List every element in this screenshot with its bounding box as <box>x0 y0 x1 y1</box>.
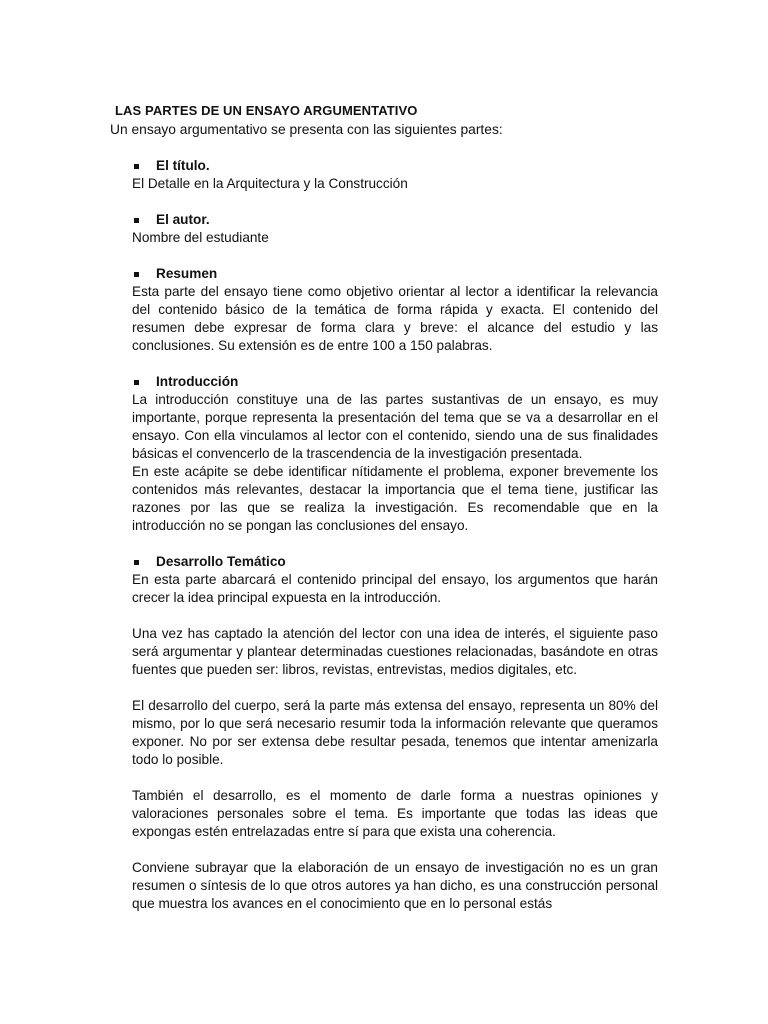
desarrollo-paragraph: En esta parte abarcará el contenido principal del ensayo, los argumentos que harán crecer la idea principal expuesta en la introducción. <box>132 572 658 605</box>
section-heading-titulo: El título. <box>156 158 210 173</box>
square-bullet-icon <box>134 380 139 385</box>
desarrollo-paragraph: El desarrollo del cuerpo, será la parte más extensa del ensayo, representa un 80% del mismo, por lo que será necesario resumir toda la información relevante que queramos exponer. No por ser extensa debe resultar pesada, tenemos que intentar amenizarla todo lo posible. <box>132 698 658 767</box>
square-bullet-icon <box>134 218 139 223</box>
desarrollo-paragraph: Una vez has captado la atención del lector con una idea de interés, el siguiente paso será argumentar y plantear determinadas cuestiones relacionadas, basándote en otras fuentes que pueden ser: libros, revistas, entrevistas, medios digitales, etc. <box>132 626 658 677</box>
section-desarrollo <box>132 553 658 913</box>
desarrollo-paragraph: También el desarrollo, es el momento de darle forma a nuestras opiniones y valoraciones personales sobre el tema. Es importante que todas las ideas que expongas estén entrelazadas entre sí para que exista una coherencia. <box>132 788 658 839</box>
section-heading-desarrollo: Desarrollo Temático <box>156 554 286 569</box>
section-heading-resumen: Resumen <box>156 266 218 281</box>
section-resumen <box>132 265 658 355</box>
section-titulo <box>132 157 658 193</box>
section-heading-introduccion: Introducción <box>156 374 239 389</box>
square-bullet-icon <box>134 560 139 565</box>
section-text-introduccion-2: En este acápite se debe identificar nítidamente el problema, exponer brevemente los contenidos más relevantes, destacar la importancia que el tema tiene, justificar las razones por las que se realiza la investigación. Es recomendable que en la introducción no se pongan las conclusiones del ensayo. <box>132 464 658 533</box>
square-bullet-icon <box>134 164 139 169</box>
document-body <box>132 157 658 931</box>
document-title: LAS PARTES DE UN ENSAYO ARGUMENTATIVO <box>115 103 418 118</box>
desarrollo-paragraph: Conviene subrayar que la elaboración de un ensayo de investigación no es un gran resumen o síntesis de lo que otros autores ya han dicho, es una construcción personal que muestra los avances en el conocimiento que en lo personal estás <box>132 860 658 911</box>
section-text-introduccion-1: La introducción constituye una de las partes sustantivas de un ensayo, es muy importante, porque representa la presentación del tema que se va a desarrollar en el ensayo. Con ella vinculamos al lector con el contenido, siendo una de sus finalidades básicas el convencerlo de la trascendencia de la investigación presentada. <box>132 392 658 461</box>
square-bullet-icon <box>134 272 139 277</box>
section-text-titulo: El Detalle en la Arquitectura y la Construcción <box>132 176 408 191</box>
section-autor <box>132 211 658 247</box>
section-text-autor: Nombre del estudiante <box>132 230 269 245</box>
section-heading-autor: El autor. <box>156 212 210 227</box>
document-intro: Un ensayo argumentativo se presenta con las siguientes partes: <box>110 122 503 137</box>
section-introduccion <box>132 373 658 535</box>
section-text-resumen: Esta parte del ensayo tiene como objetivo orientar al lector a identificar la relevancia del contenido básico de la temática de forma rápida y exacta. El contenido del resumen debe expresar de forma clara y breve: el alcance del estudio y las conclusiones. Su extensión es de entre 100 a 150 palabras. <box>132 284 658 353</box>
